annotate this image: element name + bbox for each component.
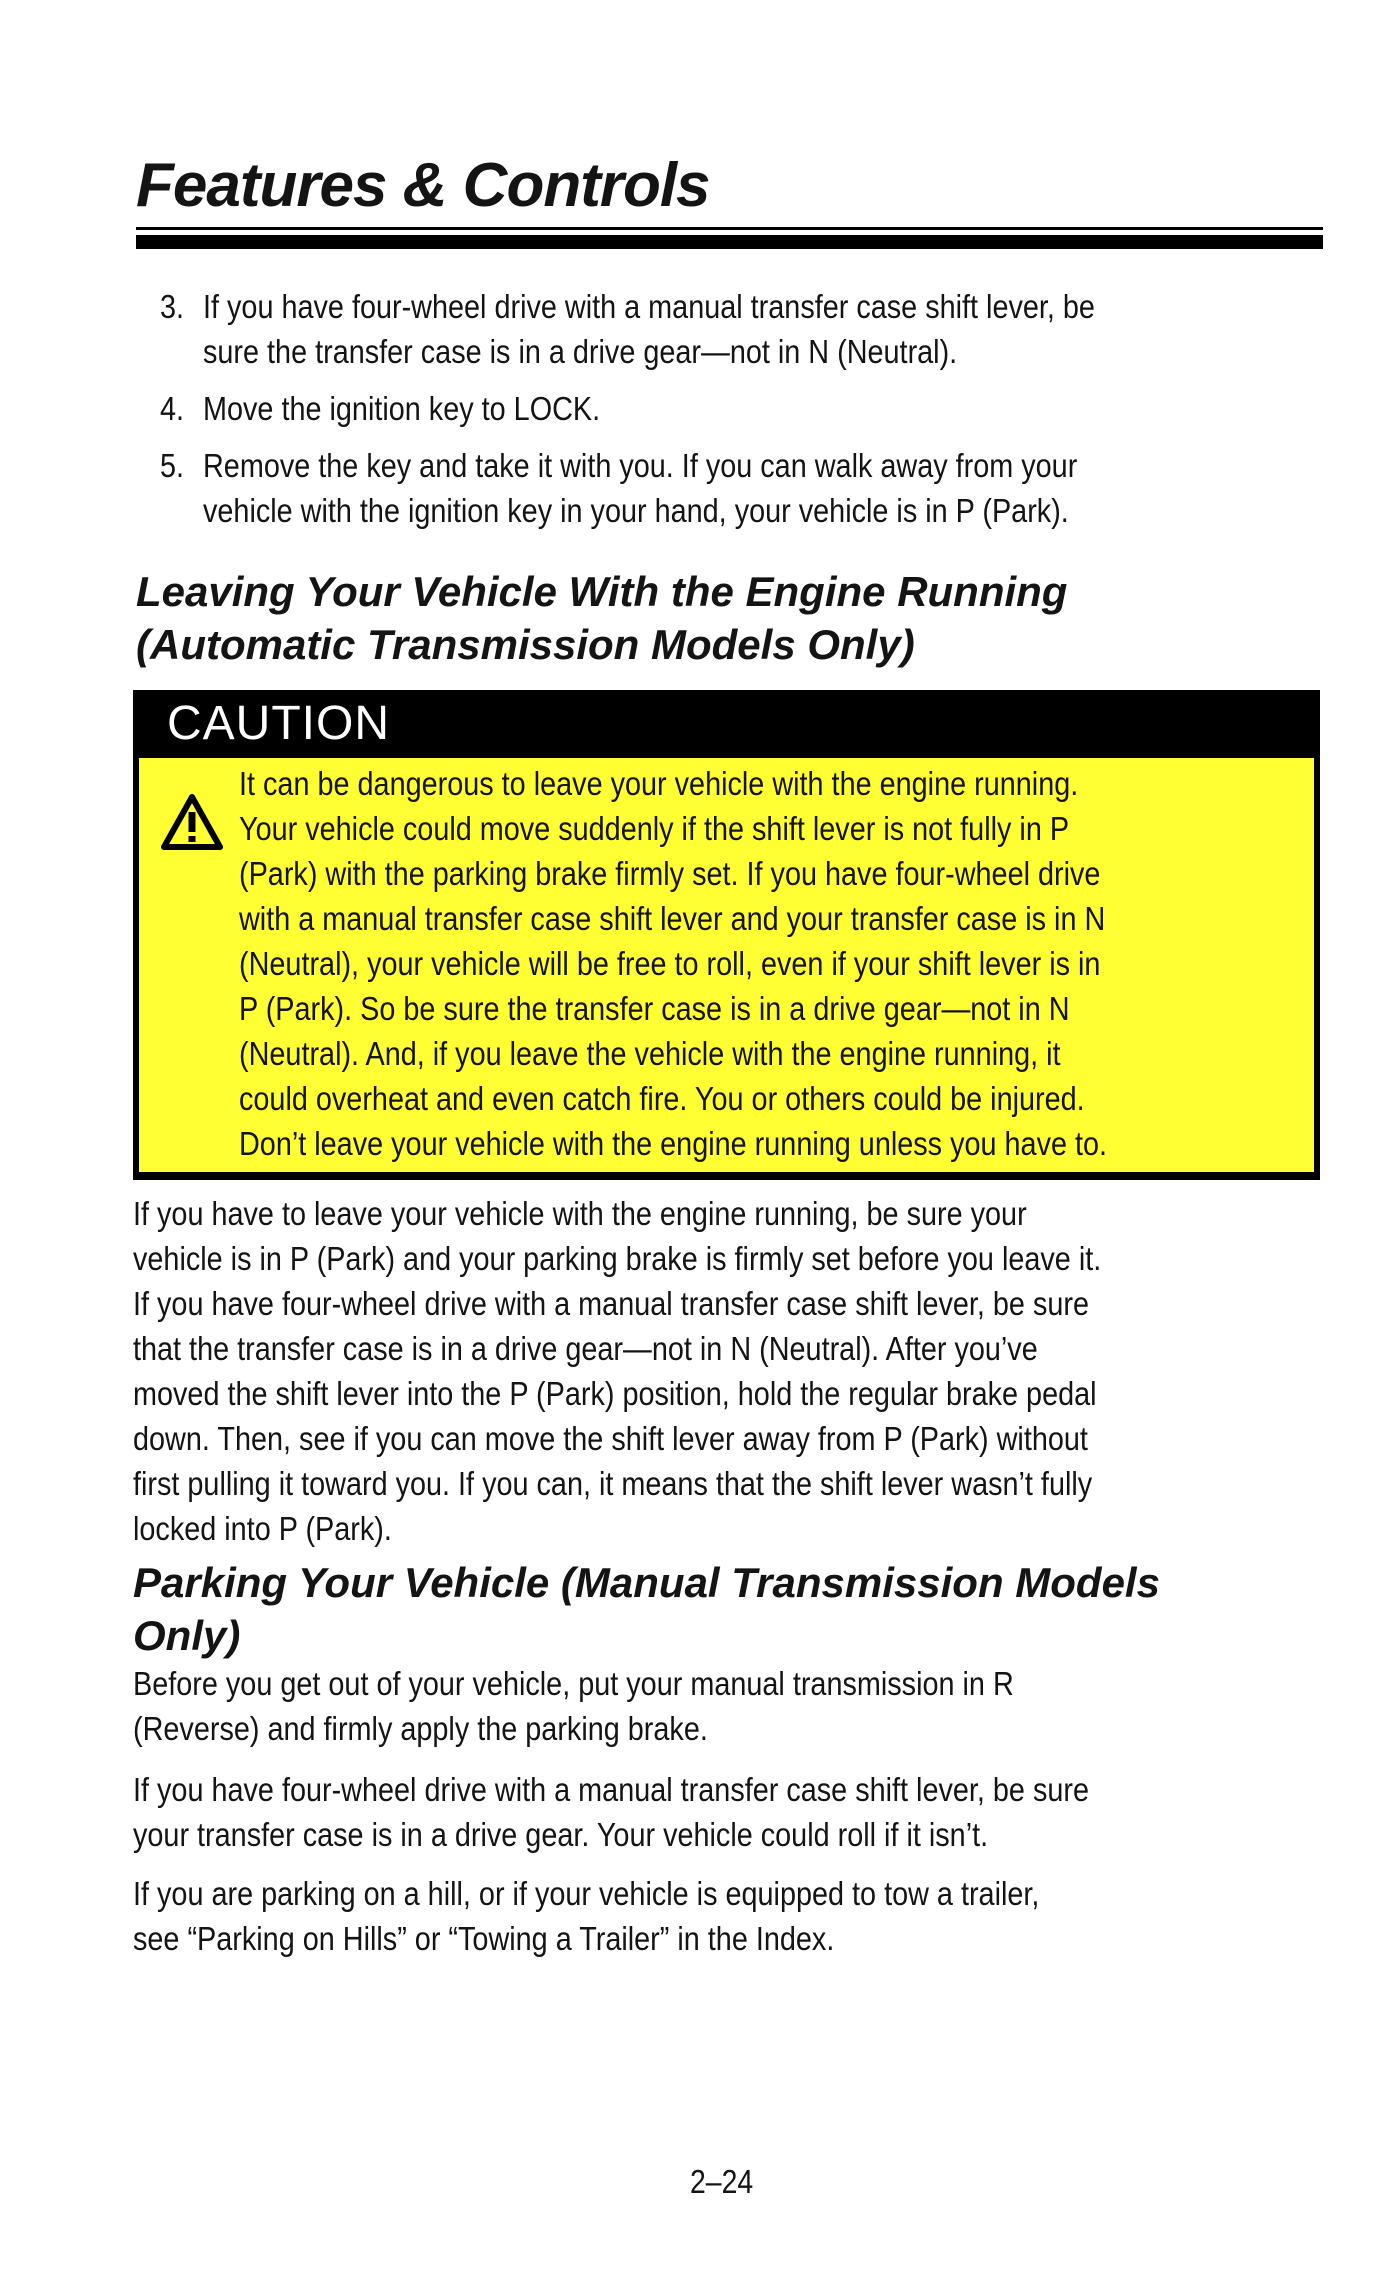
paragraph-line: moved the shift lever into the P (Park) position, hold the regular brake pedal: [133, 1376, 1097, 1413]
step-item: [160, 444, 1095, 534]
title-rule-thin: [136, 227, 1323, 230]
section-heading-leaving: [136, 565, 1067, 671]
paragraph-line: locked into P (Park).: [133, 1511, 392, 1548]
title-rule-thick: [136, 235, 1323, 249]
step-item: [160, 285, 1095, 375]
caution-line: could overheat and even catch fire. You or others could be injured.: [239, 1081, 1085, 1118]
paragraph-line: that the transfer case is in a drive gear—not in N (Neutral). After you’ve: [133, 1331, 1038, 1368]
caution-line: Your vehicle could move suddenly if the shift lever is not fully in P: [239, 811, 1070, 848]
paragraph-line: If you have to leave your vehicle with the engine running, be sure your: [133, 1196, 1027, 1233]
step-number: 3.: [160, 289, 185, 326]
paragraph-before: [133, 1662, 1014, 1752]
step-number: 4.: [160, 391, 185, 428]
paragraph-leaving: [133, 1192, 1101, 1552]
heading-line: (Automatic Transmission Models Only): [136, 621, 915, 668]
paragraph-line: your transfer case is in a drive gear. Your vehicle could roll if it isn’t.: [133, 1817, 989, 1854]
caution-line: P (Park). So be sure the transfer case is in a drive gear—not in N: [239, 991, 1070, 1028]
caution-line: Don’t leave your vehicle with the engine running unless you have to.: [239, 1126, 1108, 1163]
step-line: vehicle with the ignition key in your hand, your vehicle is in P (Park).: [203, 493, 1069, 530]
paragraph-line: (Reverse) and firmly apply the parking brake.: [133, 1711, 708, 1748]
heading-line: Parking Your Vehicle (Manual Transmission Models: [133, 1559, 1160, 1606]
page-title: Features & Controls: [136, 151, 710, 220]
caution-line: (Neutral). And, if you leave the vehicle with the engine running, it: [239, 1036, 1061, 1073]
step-number: 5.: [160, 448, 185, 485]
heading-line: Leaving Your Vehicle With the Engine Running: [136, 568, 1068, 615]
step-line: Move the ignition key to LOCK.: [203, 391, 601, 428]
steps-list: [160, 285, 1095, 546]
paragraph-line: If you are parking on a hill, or if your vehicle is equipped to tow a trailer,: [133, 1876, 1040, 1913]
paragraph-line: If you have four-wheel drive with a manual transfer case shift lever, be sure: [133, 1772, 1090, 1809]
caution-text: [239, 762, 1107, 1167]
caution-line: It can be dangerous to leave your vehicle with the engine running.: [239, 766, 1079, 803]
caution-line: with a manual transfer case shift lever and your transfer case is in N: [239, 901, 1106, 938]
paragraph-line: Before you get out of your vehicle, put your manual transmission in R: [133, 1666, 1014, 1703]
caution-box: [133, 690, 1320, 1180]
caution-line: (Neutral), your vehicle will be free to roll, even if your shift lever is in: [239, 946, 1101, 983]
step-line: If you have four-wheel drive with a manual transfer case shift lever, be: [203, 289, 1095, 326]
paragraph-fourwheel: [133, 1768, 1089, 1858]
paragraph-line: vehicle is in P (Park) and your parking brake is firmly set before you leave it.: [133, 1241, 1102, 1278]
step-item: [160, 387, 1095, 432]
heading-line: Only): [133, 1612, 241, 1659]
caution-panel: [139, 758, 1314, 1172]
caution-label: CAUTION: [167, 697, 390, 750]
paragraph-line: If you have four-wheel drive with a manual transfer case shift lever, be sure: [133, 1286, 1090, 1323]
paragraph-hill: [133, 1872, 1039, 1962]
step-line: Remove the key and take it with you. If you can walk away from your: [203, 448, 1078, 485]
caution-line: (Park) with the parking brake firmly set. If you have four-wheel drive: [239, 856, 1101, 893]
step-line: sure the transfer case is in a drive gear—not in N (Neutral).: [203, 334, 958, 371]
paragraph-line: down. Then, see if you can move the shift lever away from P (Park) without: [133, 1421, 1088, 1458]
page-number: 2–24: [690, 2163, 754, 2200]
warning-triangle-icon: [161, 794, 223, 850]
paragraph-line: see “Parking on Hills” or “Towing a Trailer” in the Index.: [133, 1921, 835, 1958]
section-heading-parking: [133, 1556, 1160, 1662]
paragraph-line: first pulling it toward you. If you can, it means that the shift lever wasn’t fully: [133, 1466, 1093, 1503]
